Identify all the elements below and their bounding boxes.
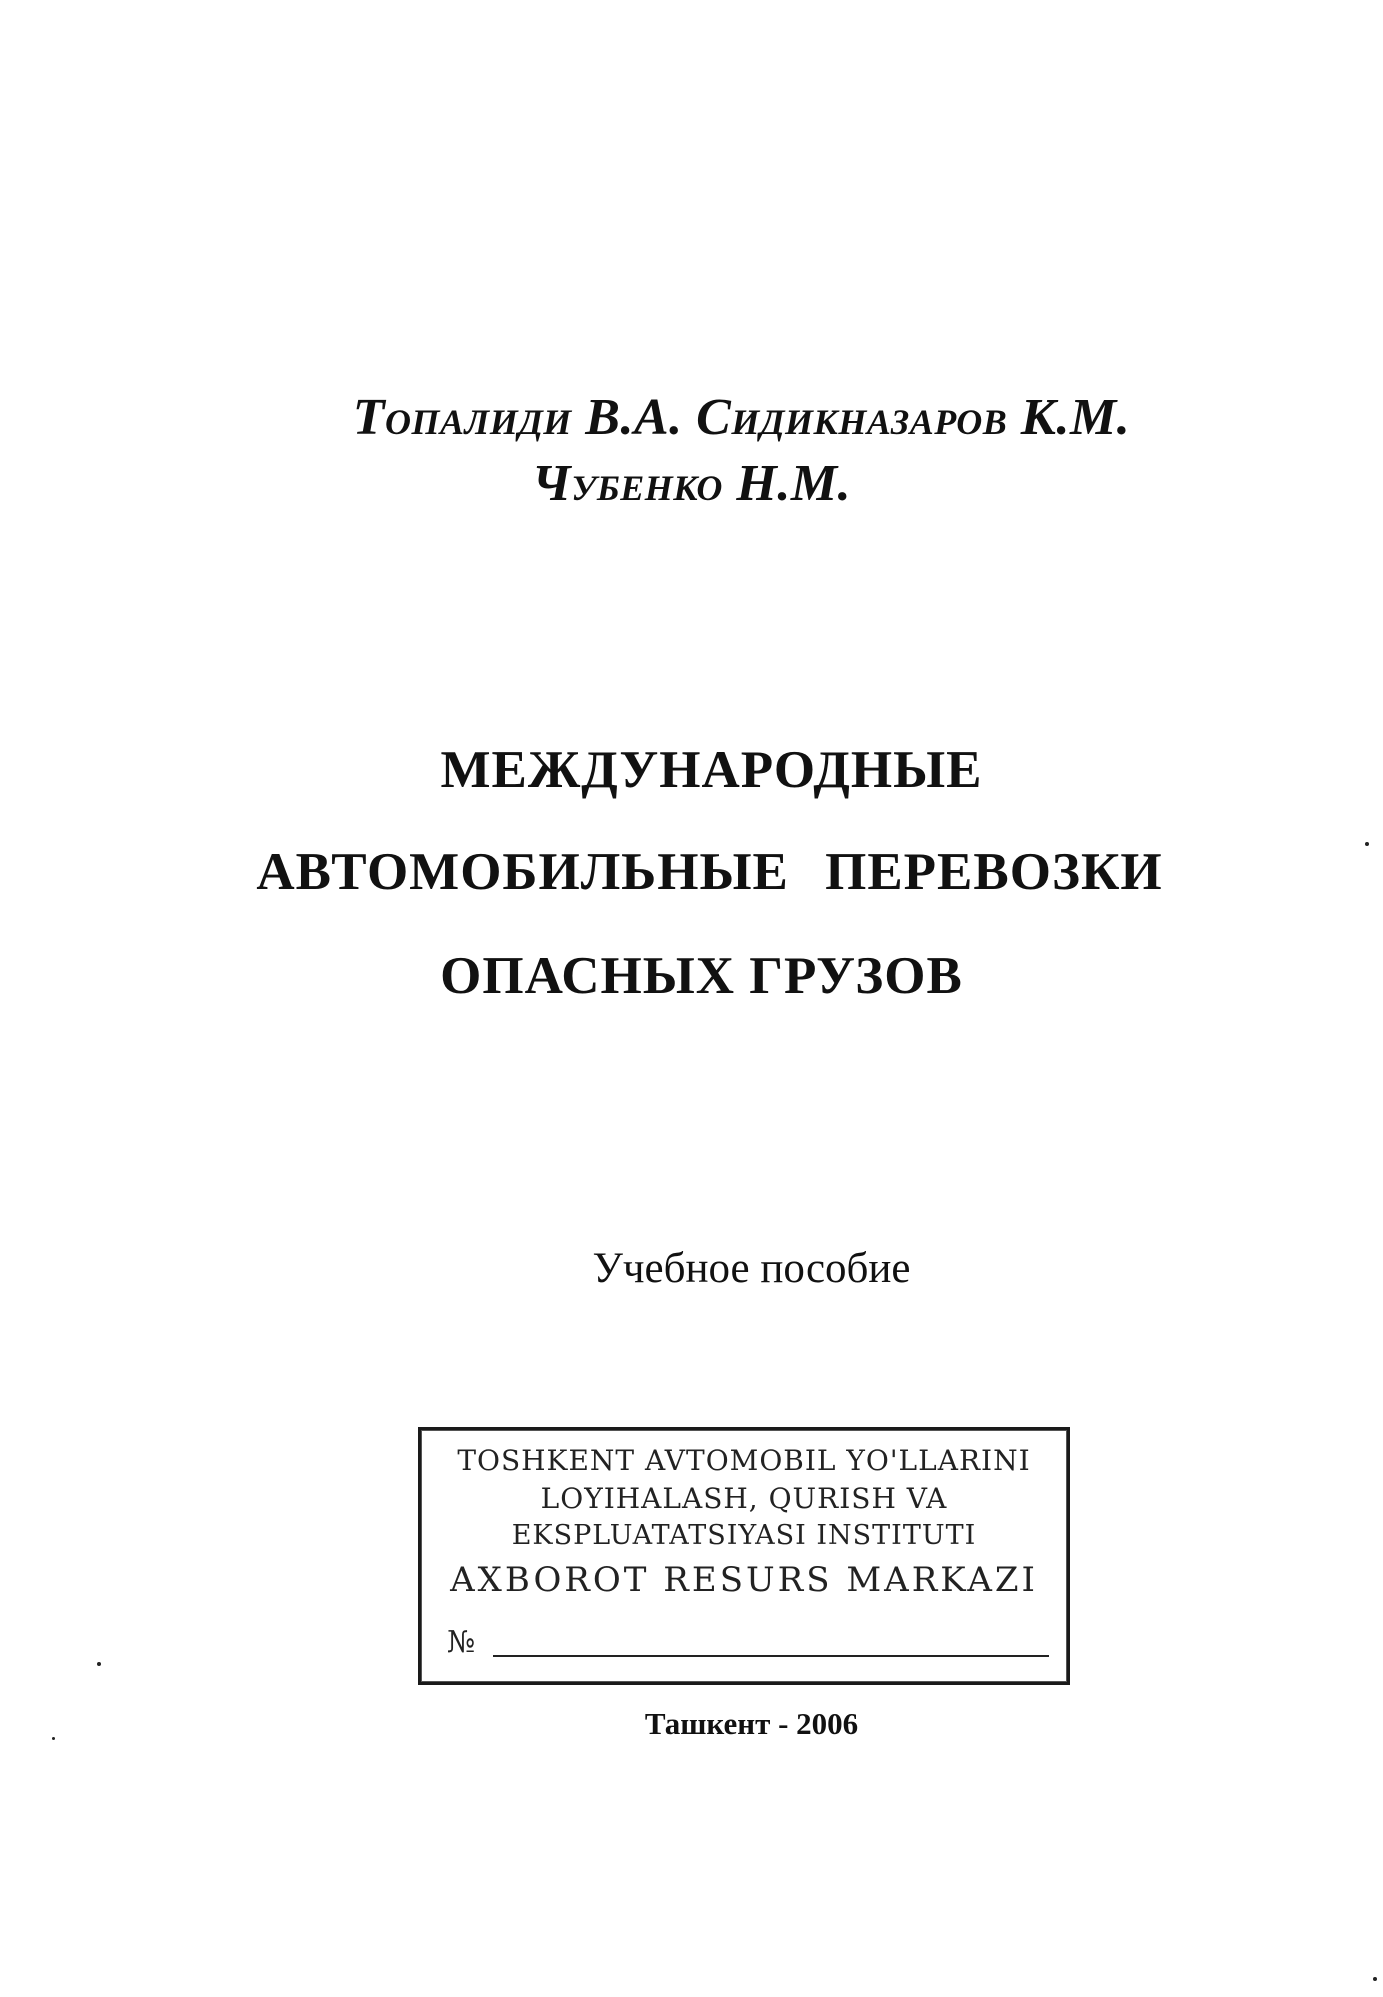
stamp-line-3: EKSPLUATATSIYASI INSTITUTI [511,1520,977,1551]
stamp-line-4: AXBOROT RESURS MARKAZI [450,1560,1038,1600]
stamp-number-row [447,1625,1047,1665]
scan-speck [52,1737,55,1740]
scan-speck [97,1662,101,1666]
book-subtitle: Учебное пособие [592,1245,911,1292]
authors-line-1: Топалиди В.А. Сидикназаров К.М. [352,389,1131,446]
stamp-number-blank-line [493,1655,1049,1657]
stamp-line-2: LOYIHALASH, QURISH VA [540,1482,948,1515]
book-title-line-3: ОПАСНЫХ ГРУЗОВ [440,947,963,1005]
book-title-line-1: МЕЖДУНАРОДНЫЕ [440,741,983,799]
stamp-number-sign: № [447,1625,476,1660]
stamp-line-1: TOSHKENT AVTOMOBIL YO'LLARINI [457,1444,1031,1477]
scan-speck [1373,1977,1377,1981]
authors-line-2: Чубенко Н.М. [531,455,852,512]
imprint-city-year: Ташкент - 2006 [644,1706,859,1741]
scan-speck [1365,842,1369,846]
book-title-line-2: АВТОМОБИЛЬНЫЕ ПЕРЕВОЗКИ [256,843,1163,901]
library-stamp [418,1427,1070,1685]
